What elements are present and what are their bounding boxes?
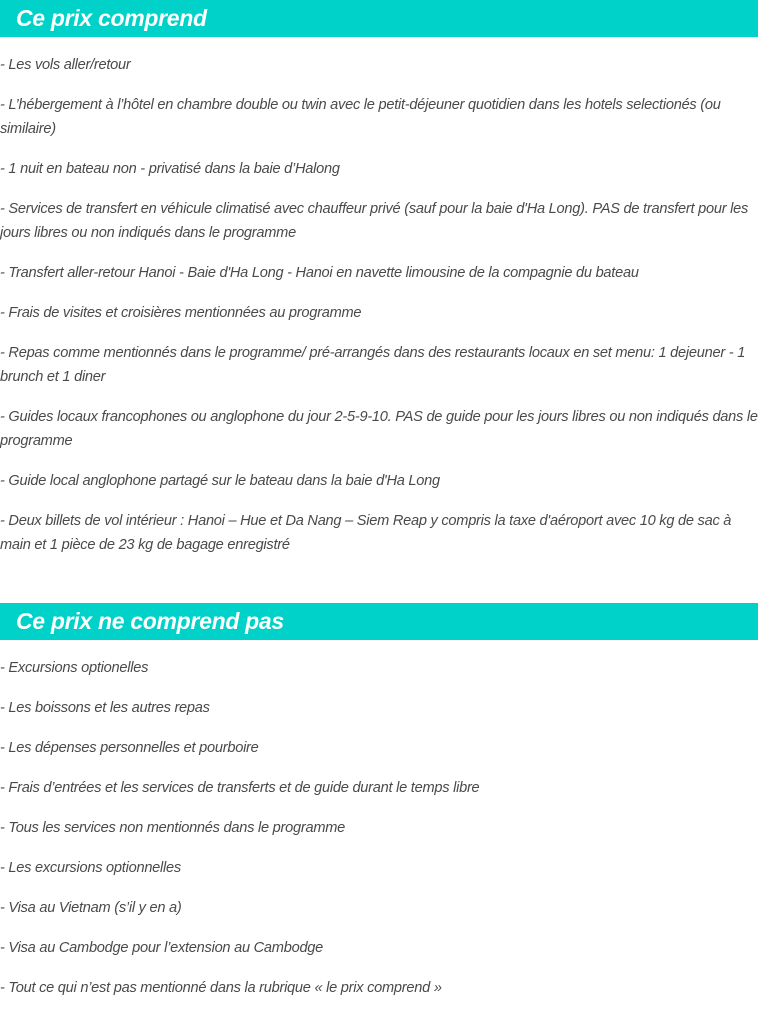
price-excludes-list [0,640,758,1000]
list-item: - Guide local anglophone partagé sur le bateau dans la baie d'Ha Long [0,473,440,489]
list-item: - Excursions optionelles [0,660,149,676]
list-item: - Transfert aller-retour Hanoi - Baie d'Ha Long - Hanoi en navette limousine de la compagnie du bateau [0,265,639,281]
price-excludes-header [0,603,758,640]
list-item: - Frais d’entrées et les services de transferts et de guide durant le temps libre [0,780,480,796]
list-item: - Les excursions optionnelles [0,860,181,876]
list-item: - Les dépenses personnelles et pourboire [0,740,259,756]
price-includes-header [0,0,758,37]
list-item: - Guides locaux francophones ou anglophone du jour 2-5-9-10. PAS de guide pour les jours libres ou non indiqués dans le programme [0,409,758,449]
list-item: - Services de transfert en véhicule climatisé avec chauffeur privé (sauf pour la baie d'Ha Long). PAS de transfert pour les jours libres ou non indiqués dans le programme [0,201,749,241]
list-item: - Les vols aller/retour [0,57,131,73]
price-excludes-section [0,603,758,1000]
list-item: - Visa au Vietnam (s’il y en a) [0,900,182,916]
list-item: - Les boissons et les autres repas [0,700,210,716]
list-item: - Frais de visites et croisières mentionnées au programme [0,305,362,321]
list-item: - Deux billets de vol intérieur : Hanoi – Hue et Da Nang – Siem Reap y compris la taxe d'aéroport avec 10 kg de sac à main et 1 pièce de 23 kg de bagage enregistré [0,513,732,553]
price-excludes-title: Ce prix ne comprend pas [16,608,284,634]
list-item: - Visa au Cambodge pour l’extension au Cambodge [0,940,324,956]
price-includes-title: Ce prix comprend [16,5,207,31]
price-includes-list [0,37,758,557]
list-item: - Tout ce qui n’est pas mentionné dans la rubrique « le prix comprend » [0,980,442,996]
list-item: - 1 nuit en bateau non - privatisé dans la baie d’Halong [0,161,340,177]
list-item: - L’hébergement à l’hôtel en chambre double ou twin avec le petit-déjeuner quotidien dans les hotels selectionés (ou similaire) [0,97,721,137]
list-item: - Tous les services non mentionnés dans le programme [0,820,345,836]
list-item: - Repas comme mentionnés dans le programme/ pré-arrangés dans des restaurants locaux en set menu: 1 dejeuner - 1 brunch et 1 diner [0,345,746,385]
